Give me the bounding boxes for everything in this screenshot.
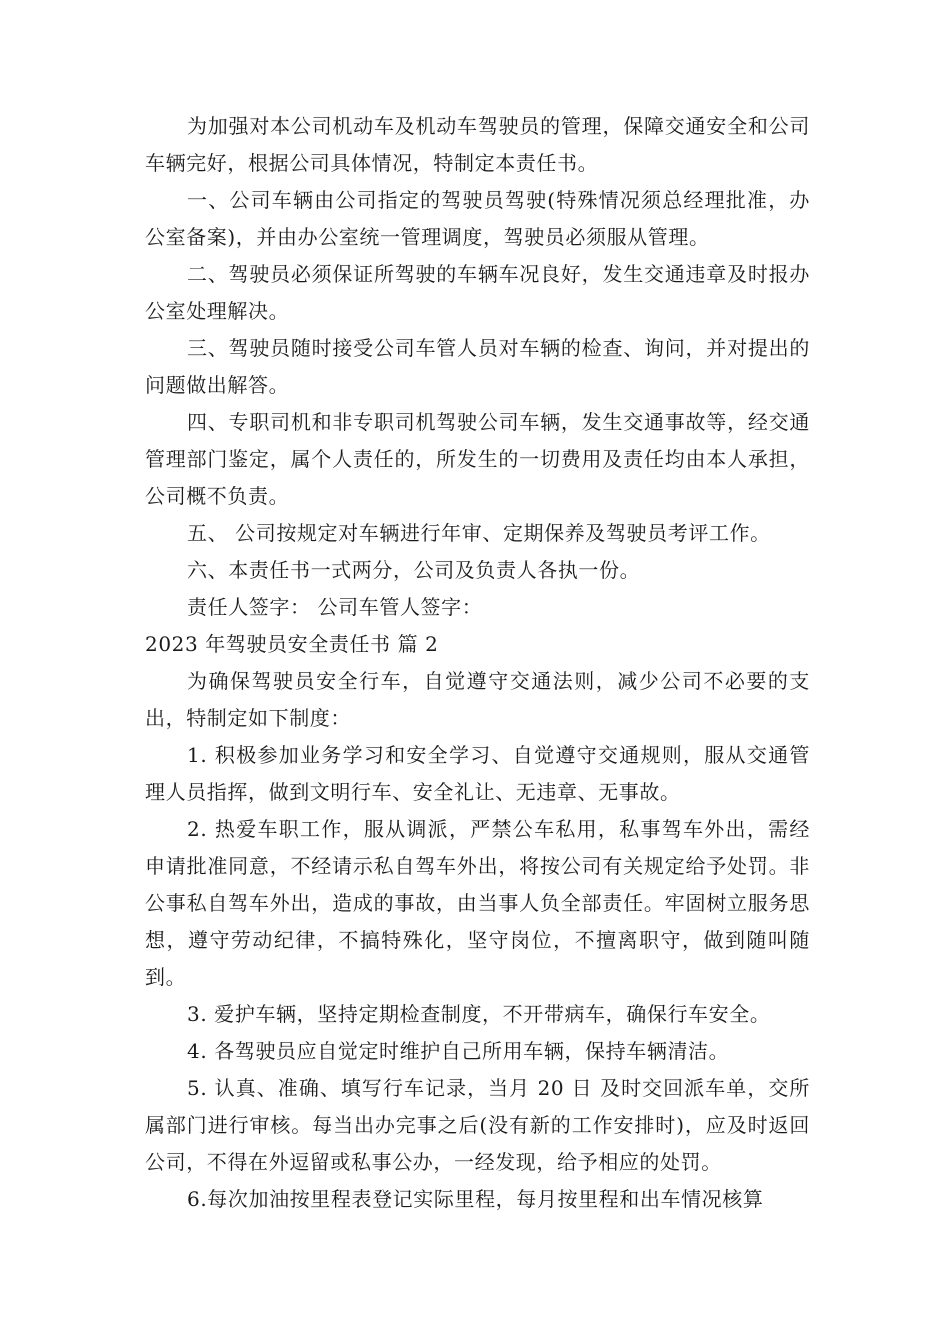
signature-line: 责任人签字： 公司车管人签字：	[187, 595, 483, 619]
section2-item-4: 4. 各驾驶员应自觉定时维护自己所用车辆，保持车辆清洁。	[187, 1039, 730, 1063]
section1-intro: 为加强对本公司机动车及机动车驾驶员的管理，保障交通安全和公司车辆完好，根据公司具体情况，特制定本责任书。	[145, 114, 810, 175]
section1-item-5: 五、 公司按规定对车辆进行年审、定期保养及驾驶员考评工作。	[187, 521, 771, 545]
section1-item-1: 一、公司车辆由公司指定的驾驶员驾驶(特殊情况须总经理批准，办公室备案)，并由办公室统一管理调度，驾驶员必须服从管理。	[145, 188, 810, 249]
document-page	[145, 108, 810, 1218]
section2-item-3: 3. 爱护车辆，坚持定期检查制度，不开带病车，确保行车安全。	[187, 1002, 771, 1026]
section2-intro: 为确保驾驶员安全行车，自觉遵守交通法则，减少公司不必要的支出，特制定如下制度：	[145, 669, 810, 730]
section1-item-2: 二、驾驶员必须保证所驾驶的车辆车况良好，发生交通违章及时报办公室处理解决。	[145, 262, 810, 323]
section2-item-5: 5. 认真、准确、填写行车记录，当月 20 日 及时交回派车单，交所属部门进行审核。每当出办完事之后(没有新的工作安排时)，应及时返回公司，不得在外逗留或私事公办，一经发现，给予相应的处罚。	[145, 1076, 810, 1174]
section2-item-6: 6.每次加油按里程表登记实际里程，每月按里程和出车情况核算	[187, 1187, 764, 1211]
section2-item-2: 2. 热爱车职工作，服从调派，严禁公车私用，私事驾车外出，需经申请批准同意，不经请示私自驾车外出，将按公司有关规定给予处罚。非公事私自驾车外出，造成的事故，由当事人负全部责任。牢固树立服务思想，遵守劳动纪律，不搞特殊化，坚守岗位，不擅离职守，做到随叫随到。	[145, 817, 810, 989]
section1-item-6: 六、本责任书一式两分，公司及负责人各执一份。	[187, 558, 641, 582]
section2-heading: 2023 年驾驶员安全责任书 篇 2	[145, 632, 439, 656]
section1-item-4: 四、专职司机和非专职司机驾驶公司车辆，发生交通事故等，经交通管理部门鉴定，属个人责任的，所发生的一切费用及责任均由本人承担，公司概不负责。	[145, 410, 810, 508]
section1-item-3: 三、驾驶员随时接受公司车管人员对车辆的检查、询问，并对提出的问题做出解答。	[145, 336, 810, 397]
section2-item-1: 1. 积极参加业务学习和安全学习、自觉遵守交通规则，服从交通管理人员指挥，做到文明行车、安全礼让、无违章、无事故。	[145, 743, 810, 804]
